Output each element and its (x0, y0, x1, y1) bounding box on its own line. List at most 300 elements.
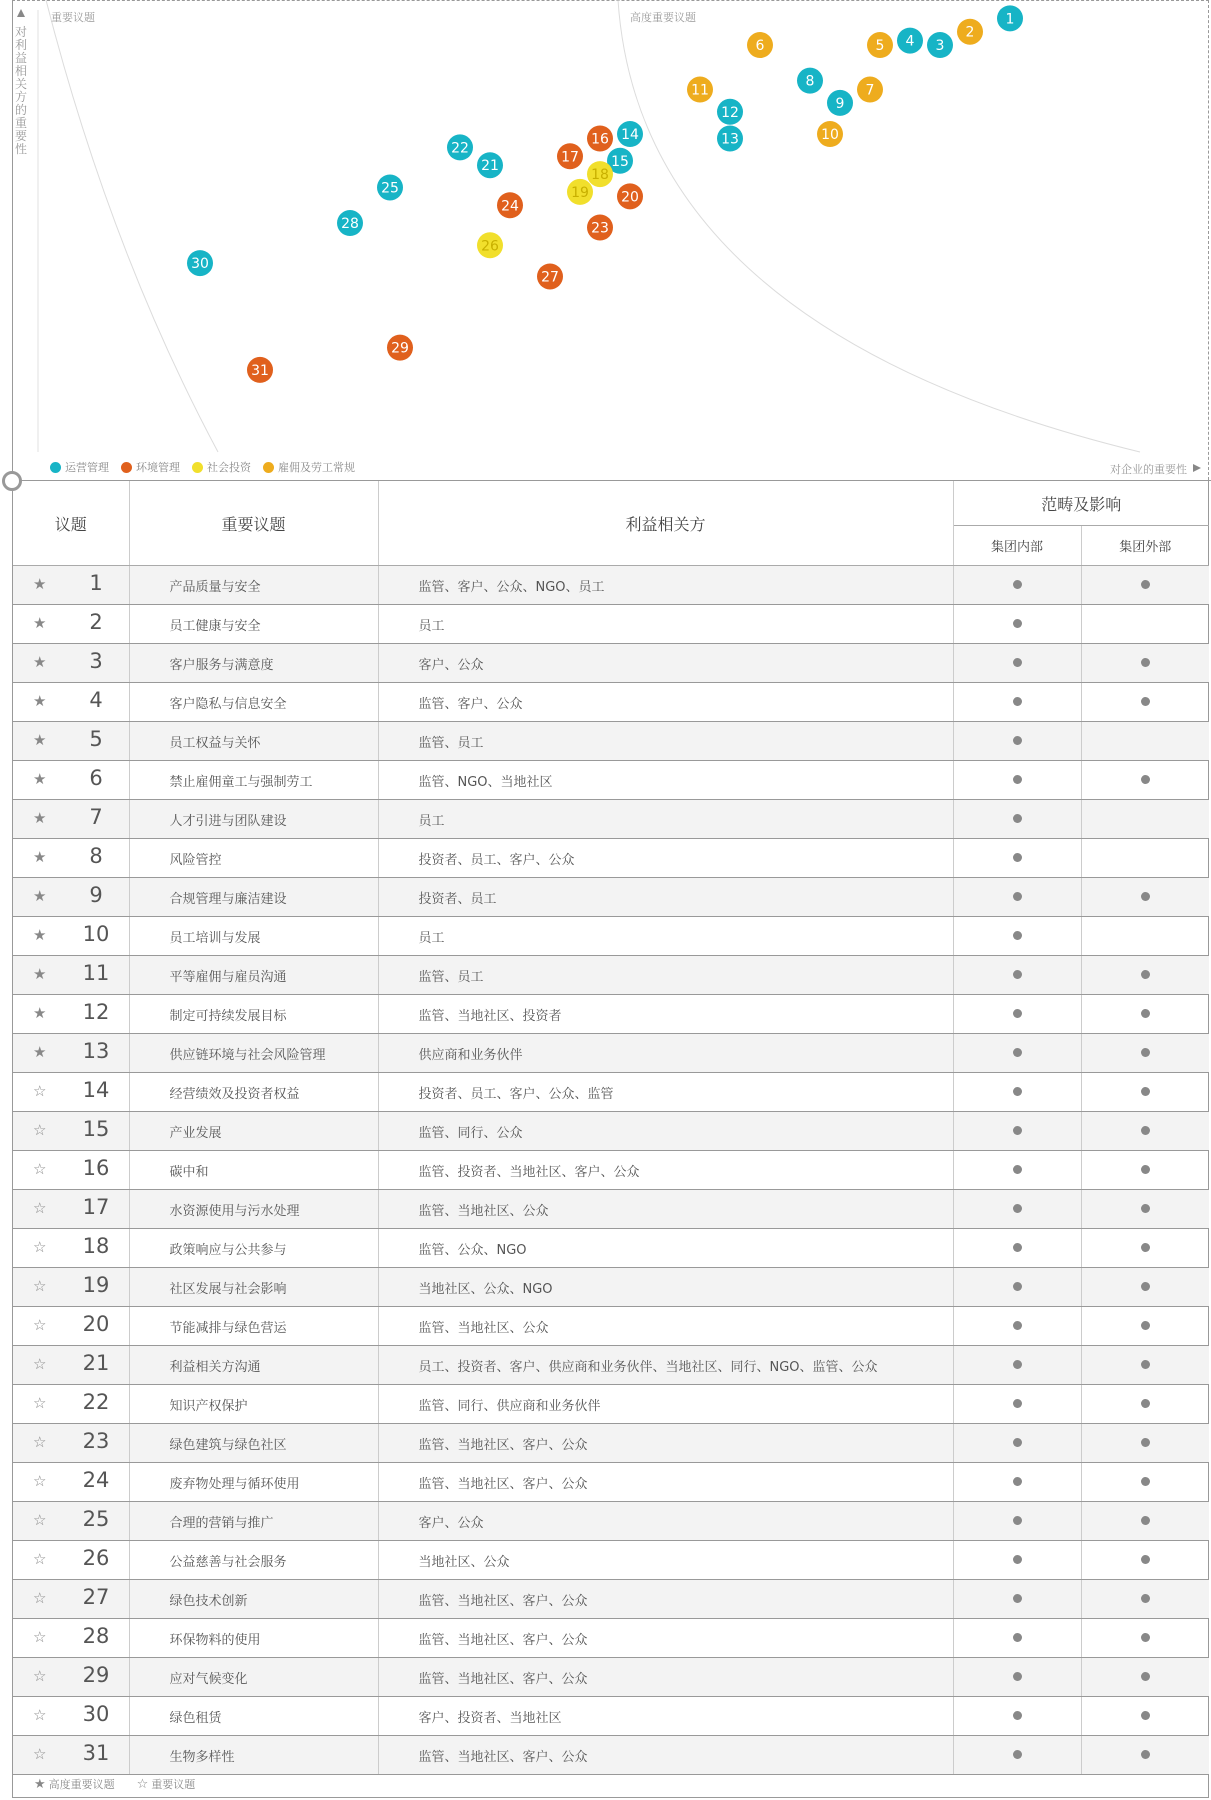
issue-name: 供应链环境与社会风险管理 (129, 1034, 378, 1073)
outline-star-icon: ☆ (33, 1355, 47, 1373)
cell-num (13, 878, 129, 917)
issue-number: 4 (89, 688, 103, 712)
scope-dot-icon (1141, 1516, 1150, 1525)
internal-scope-cell (953, 644, 1081, 683)
issue-name: 禁止雇佣童工与强制劳工 (129, 761, 378, 800)
internal-scope-cell (953, 722, 1081, 761)
y-axis-label-char: 重 (14, 116, 27, 130)
issue-number: 27 (82, 1585, 110, 1609)
stakeholders: 监管、员工 (378, 956, 953, 995)
scope-dot-icon (1013, 1399, 1022, 1408)
scope-dot-icon (1013, 1555, 1022, 1564)
issue-number: 23 (82, 1429, 110, 1453)
external-scope-cell (1081, 878, 1209, 917)
stakeholders: 客户、投资者、当地社区 (378, 1697, 953, 1736)
table-row (13, 605, 1209, 644)
stakeholders: 监管、投资者、当地社区、客户、公众 (378, 1151, 953, 1190)
issue-name: 产品质量与安全 (129, 566, 378, 605)
scope-dot-icon (1141, 697, 1150, 706)
scope-dot-icon (1013, 697, 1022, 706)
table-row (13, 917, 1209, 956)
cell-num (13, 1463, 129, 1502)
issue-number: 25 (82, 1507, 110, 1531)
issue-name: 客户服务与满意度 (129, 644, 378, 683)
issue-name: 人才引进与团队建设 (129, 800, 378, 839)
issue-number: 5 (89, 727, 103, 751)
internal-scope-cell (953, 761, 1081, 800)
issue-name: 员工培训与发展 (129, 917, 378, 956)
table-row (13, 1424, 1209, 1463)
data-point-31 (247, 357, 273, 383)
scope-dot-icon (1013, 1477, 1022, 1486)
table-row (13, 1034, 1209, 1073)
internal-scope-cell (953, 839, 1081, 878)
footer-normal-item (137, 1776, 196, 1792)
scope-dot-icon (1013, 1321, 1022, 1330)
table-row (13, 1385, 1209, 1424)
cell-num (13, 995, 129, 1034)
filled-star-icon: ★ (33, 614, 47, 632)
external-scope-cell (1081, 1385, 1209, 1424)
y-axis-label-char: 利 (14, 38, 27, 52)
external-scope-cell (1081, 1658, 1209, 1697)
data-point-6 (747, 32, 773, 58)
header-issue: 重要议题 (129, 481, 378, 566)
data-point-label: 5 (875, 38, 885, 55)
stakeholders: 当地社区、公众 (378, 1541, 953, 1580)
table-row (13, 1268, 1209, 1307)
cell-num (13, 1736, 129, 1775)
legend-item (50, 459, 109, 475)
scope-dot-icon (1013, 1672, 1022, 1681)
y-axis-label-char: 对 (14, 25, 27, 39)
table-row (13, 1229, 1209, 1268)
issue-name: 生物多样性 (129, 1736, 378, 1775)
internal-scope-cell (953, 800, 1081, 839)
legend-item (192, 459, 251, 475)
filled-star-icon: ★ (33, 809, 47, 827)
legend-item (121, 459, 180, 475)
external-scope-cell (1081, 839, 1209, 878)
external-scope-cell (1081, 683, 1209, 722)
data-point-11 (687, 77, 713, 103)
legend-label: 雇佣及劳工常规 (278, 461, 355, 474)
internal-scope-cell (953, 1736, 1081, 1775)
scope-dot-icon (1141, 1204, 1150, 1213)
data-point-label: 6 (755, 38, 765, 55)
outline-star-icon: ☆ (33, 1433, 47, 1451)
outline-star-icon: ☆ (33, 1706, 47, 1724)
external-scope-cell (1081, 1619, 1209, 1658)
outline-star-icon: ☆ (33, 1628, 47, 1646)
outline-star-icon: ☆ (136, 1777, 149, 1792)
table-row (13, 683, 1209, 722)
external-scope-cell (1081, 1736, 1209, 1775)
internal-scope-cell (953, 683, 1081, 722)
external-scope-cell (1081, 917, 1209, 956)
legend-swatch (50, 462, 61, 473)
materiality-matrix (0, 0, 1211, 480)
table-row (13, 722, 1209, 761)
scope-dot-icon (1013, 1009, 1022, 1018)
data-point-label: 13 (721, 131, 739, 148)
scope-dot-icon (1013, 1516, 1022, 1525)
footer-legend (34, 1776, 195, 1792)
table-row (13, 800, 1209, 839)
scope-dot-icon (1141, 1399, 1150, 1408)
issue-number: 10 (82, 922, 110, 946)
stakeholders: 当地社区、公众、NGO (378, 1268, 953, 1307)
header-external: 集团外部 (1081, 526, 1209, 566)
data-point-label: 1 (1005, 11, 1015, 28)
scope-dot-icon (1141, 1672, 1150, 1681)
scope-dot-icon (1141, 1321, 1150, 1330)
external-scope-cell (1081, 1346, 1209, 1385)
table-row (13, 1307, 1209, 1346)
external-scope-cell (1081, 1229, 1209, 1268)
data-point-label: 7 (865, 82, 875, 99)
scope-dot-icon (1013, 1282, 1022, 1291)
external-scope-cell (1081, 605, 1209, 644)
internal-scope-cell (953, 1463, 1081, 1502)
table-row (13, 995, 1209, 1034)
data-point-label: 15 (611, 153, 629, 170)
internal-scope-cell (953, 995, 1081, 1034)
stakeholders: 监管、员工 (378, 722, 953, 761)
y-axis-label-char: 方 (14, 90, 27, 104)
stakeholders: 监管、当地社区、客户、公众 (378, 1424, 953, 1463)
quadrant-curve-outer (618, 0, 1140, 452)
external-scope-cell (1081, 995, 1209, 1034)
external-scope-cell (1081, 761, 1209, 800)
internal-scope-cell (953, 1502, 1081, 1541)
filled-star-icon: ★ (33, 926, 47, 944)
table-row (13, 1580, 1209, 1619)
internal-scope-cell (953, 956, 1081, 995)
stakeholders: 监管、当地社区、公众 (378, 1307, 953, 1346)
cell-num (13, 1190, 129, 1229)
scope-dot-icon (1141, 580, 1150, 589)
y-axis-arrow-icon (17, 9, 25, 17)
outline-star-icon: ☆ (33, 1082, 47, 1100)
data-point-label: 20 (621, 189, 639, 206)
internal-scope-cell (953, 1385, 1081, 1424)
data-point-27 (537, 263, 563, 289)
internal-scope-cell (953, 1619, 1081, 1658)
data-points (187, 5, 1023, 383)
data-point-label: 10 (821, 127, 839, 144)
cell-num (13, 1385, 129, 1424)
issue-name: 公益慈善与社会服务 (129, 1541, 378, 1580)
table-row (13, 878, 1209, 917)
internal-scope-cell (953, 1541, 1081, 1580)
cell-num (13, 1073, 129, 1112)
cell-num (13, 1424, 129, 1463)
scope-dot-icon (1141, 1087, 1150, 1096)
data-point-label: 18 (591, 167, 609, 184)
stakeholders: 员工 (378, 917, 953, 956)
table-row (13, 1190, 1209, 1229)
issue-name: 碳中和 (129, 1151, 378, 1190)
stakeholders: 监管、当地社区、客户、公众 (378, 1658, 953, 1697)
internal-scope-cell (953, 1151, 1081, 1190)
legend-label: 运营管理 (65, 461, 109, 474)
filled-star-icon: ★ (33, 731, 47, 749)
stakeholders: 监管、当地社区、客户、公众 (378, 1463, 953, 1502)
cell-num (13, 1658, 129, 1697)
outline-star-icon: ☆ (33, 1394, 47, 1412)
cell-num (13, 1151, 129, 1190)
internal-scope-cell (953, 878, 1081, 917)
external-scope-cell (1081, 1151, 1209, 1190)
outline-star-icon: ☆ (33, 1550, 47, 1568)
quadrant-curve-inner (46, 0, 218, 452)
data-point-28 (337, 210, 363, 236)
legend-label: 环境管理 (136, 461, 180, 474)
outline-star-icon: ☆ (33, 1316, 47, 1334)
data-point-25 (377, 174, 403, 200)
x-axis-label: 对企业的重要性 (1110, 463, 1187, 476)
table-row (13, 956, 1209, 995)
stakeholders: 投资者、员工、客户、公众、监管 (378, 1073, 953, 1112)
issue-number: 12 (82, 1000, 110, 1024)
legend-item (263, 459, 355, 475)
data-point-9 (827, 90, 853, 116)
stakeholders: 客户、公众 (378, 644, 953, 683)
data-point-label: 24 (501, 198, 519, 215)
cell-num (13, 1619, 129, 1658)
filled-star-icon: ★ (33, 770, 47, 788)
scope-dot-icon (1013, 931, 1022, 940)
data-point-3 (927, 32, 953, 58)
outline-star-icon: ☆ (33, 1472, 47, 1490)
cell-num (13, 956, 129, 995)
internal-scope-cell (953, 1229, 1081, 1268)
internal-scope-cell (953, 917, 1081, 956)
issue-name: 经营绩效及投资者权益 (129, 1073, 378, 1112)
filled-star-icon: ★ (33, 653, 47, 671)
data-point-16 (587, 126, 613, 152)
cell-num (13, 839, 129, 878)
y-axis-label-char: 益 (14, 51, 27, 65)
issue-name: 绿色租赁 (129, 1697, 378, 1736)
scope-dot-icon (1141, 892, 1150, 901)
scope-dot-icon (1013, 619, 1022, 628)
scope-dot-icon (1013, 1048, 1022, 1057)
scope-dot-icon (1141, 1555, 1150, 1564)
data-point-label: 2 (965, 24, 975, 41)
data-point-label: 14 (621, 127, 639, 144)
cell-num (13, 1697, 129, 1736)
scope-dot-icon (1013, 1243, 1022, 1252)
data-point-22 (447, 134, 473, 160)
data-point-label: 12 (721, 104, 739, 121)
issues-table-body (13, 566, 1209, 1775)
issue-name: 利益相关方沟通 (129, 1346, 378, 1385)
cell-num (13, 1229, 129, 1268)
issue-number: 3 (89, 649, 103, 673)
cell-num (13, 917, 129, 956)
issue-name: 知识产权保护 (129, 1385, 378, 1424)
issue-name: 环保物料的使用 (129, 1619, 378, 1658)
legend-swatch (121, 462, 132, 473)
issue-number: 15 (82, 1117, 110, 1141)
issue-number: 31 (82, 1741, 110, 1765)
stakeholders: 监管、当地社区、公众 (378, 1190, 953, 1229)
data-point-label: 21 (481, 158, 499, 175)
filled-star-icon: ★ (33, 848, 47, 866)
y-axis-label-char: 相 (14, 64, 27, 78)
data-point-24 (497, 192, 523, 218)
data-point-12 (717, 99, 743, 125)
scope-dot-icon (1013, 775, 1022, 784)
data-point-13 (717, 126, 743, 152)
external-scope-cell (1081, 1502, 1209, 1541)
internal-scope-cell (953, 1580, 1081, 1619)
legend-label: 社会投资 (207, 461, 251, 474)
scope-dot-icon (1013, 736, 1022, 745)
cell-num (13, 1307, 129, 1346)
stakeholders: 投资者、员工 (378, 878, 953, 917)
quadrant-label-important: 重要议题 (51, 11, 95, 24)
outline-star-icon: ☆ (33, 1589, 47, 1607)
stakeholders: 监管、当地社区、投资者 (378, 995, 953, 1034)
stakeholders: 监管、NGO、当地社区 (378, 761, 953, 800)
filled-star-icon: ★ (33, 575, 47, 593)
stakeholders: 监管、当地社区、客户、公众 (378, 1736, 953, 1775)
external-scope-cell (1081, 800, 1209, 839)
internal-scope-cell (953, 1190, 1081, 1229)
issues-table (13, 481, 1209, 1775)
table-row (13, 1346, 1209, 1385)
issue-number: 6 (89, 766, 103, 790)
cell-num (13, 644, 129, 683)
scope-dot-icon (1141, 1126, 1150, 1135)
stakeholders: 员工 (378, 605, 953, 644)
table-row (13, 1619, 1209, 1658)
stakeholders: 监管、客户、公众 (378, 683, 953, 722)
filled-star-icon: ★ (33, 1004, 47, 1022)
internal-scope-cell (953, 605, 1081, 644)
data-point-label: 11 (691, 82, 709, 99)
internal-scope-cell (953, 1307, 1081, 1346)
scope-dot-icon (1141, 1438, 1150, 1447)
cell-num (13, 1034, 129, 1073)
data-point-label: 29 (391, 340, 409, 357)
external-scope-cell (1081, 1697, 1209, 1736)
scope-dot-icon (1141, 1633, 1150, 1642)
data-point-label: 17 (561, 149, 579, 166)
outline-star-icon: ☆ (33, 1511, 47, 1529)
data-point-10 (817, 121, 843, 147)
table-row (13, 1151, 1209, 1190)
external-scope-cell (1081, 1580, 1209, 1619)
internal-scope-cell (953, 1073, 1081, 1112)
external-scope-cell (1081, 644, 1209, 683)
scope-dot-icon (1141, 1243, 1150, 1252)
issue-name: 合规管理与廉洁建设 (129, 878, 378, 917)
scope-dot-icon (1141, 1048, 1150, 1057)
issue-number: 14 (82, 1078, 110, 1102)
stakeholders: 监管、当地社区、客户、公众 (378, 1619, 953, 1658)
data-point-7 (857, 77, 883, 103)
issue-number: 24 (82, 1468, 110, 1492)
scope-dot-icon (1141, 1165, 1150, 1174)
data-point-8 (797, 68, 823, 94)
data-point-14 (617, 121, 643, 147)
outline-star-icon: ☆ (33, 1277, 47, 1295)
legend (50, 459, 355, 475)
outline-star-icon: ☆ (33, 1199, 47, 1217)
stakeholders: 监管、当地社区、客户、公众 (378, 1580, 953, 1619)
external-scope-cell (1081, 1424, 1209, 1463)
issue-number: 18 (82, 1234, 110, 1258)
issue-number: 16 (82, 1156, 110, 1180)
cell-num (13, 1541, 129, 1580)
table-row (13, 761, 1209, 800)
external-scope-cell (1081, 1541, 1209, 1580)
footer-high-label: 高度重要议题 (48, 1778, 115, 1791)
internal-scope-cell (953, 1346, 1081, 1385)
data-point-label: 23 (591, 220, 609, 237)
scope-dot-icon (1013, 1438, 1022, 1447)
internal-scope-cell (953, 1268, 1081, 1307)
cell-num (13, 1112, 129, 1151)
issue-name: 合理的营销与推广 (129, 1502, 378, 1541)
scope-dot-icon (1141, 1477, 1150, 1486)
legend-swatch (263, 462, 274, 473)
issue-number: 29 (82, 1663, 110, 1687)
filled-star-icon: ★ (33, 692, 47, 710)
issue-number: 20 (82, 1312, 110, 1336)
issue-number: 17 (82, 1195, 110, 1219)
issue-name: 员工健康与安全 (129, 605, 378, 644)
data-point-17 (557, 143, 583, 169)
scope-dot-icon (1013, 1711, 1022, 1720)
internal-scope-cell (953, 566, 1081, 605)
scope-dot-icon (1141, 1282, 1150, 1291)
data-point-label: 26 (481, 238, 499, 255)
stakeholders: 监管、同行、供应商和业务伙伴 (378, 1385, 953, 1424)
external-scope-cell (1081, 1268, 1209, 1307)
external-scope-cell (1081, 1034, 1209, 1073)
data-point-label: 16 (591, 131, 609, 148)
stakeholders: 监管、同行、公众 (378, 1112, 953, 1151)
data-point-label: 22 (451, 140, 469, 157)
scope-dot-icon (1013, 814, 1022, 823)
cell-num (13, 1580, 129, 1619)
table-row (13, 1502, 1209, 1541)
cell-num (13, 1502, 129, 1541)
issue-name: 制定可持续发展目标 (129, 995, 378, 1034)
data-point-label: 19 (571, 184, 589, 201)
external-scope-cell (1081, 1073, 1209, 1112)
header-scope: 范畴及影响 (953, 481, 1209, 526)
internal-scope-cell (953, 1112, 1081, 1151)
data-point-label: 25 (381, 180, 399, 197)
cell-num (13, 683, 129, 722)
cell-num (13, 566, 129, 605)
scope-dot-icon (1141, 970, 1150, 979)
scope-dot-icon (1013, 1165, 1022, 1174)
footer-normal-label: 重要议题 (151, 1778, 196, 1791)
scope-dot-icon (1141, 658, 1150, 667)
scope-dot-icon (1013, 1750, 1022, 1759)
cell-num (13, 761, 129, 800)
y-axis-label-char: 性 (14, 142, 27, 156)
issue-number: 1 (89, 571, 103, 595)
data-point-label: 9 (835, 95, 845, 112)
